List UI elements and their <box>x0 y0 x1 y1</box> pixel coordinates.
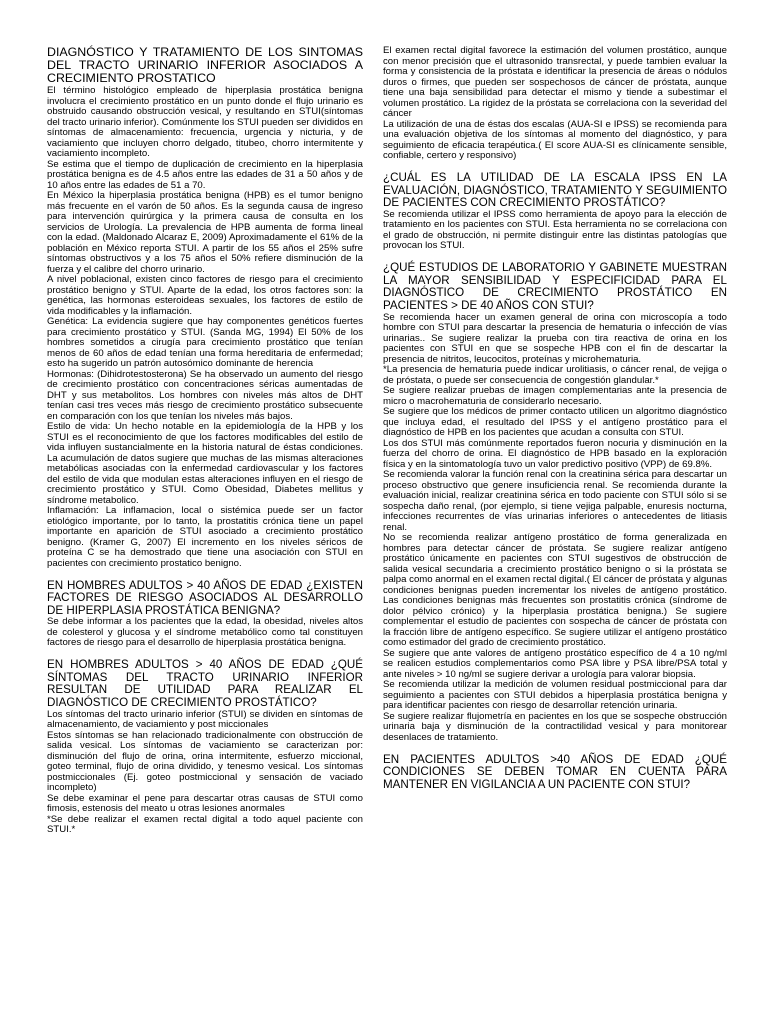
answer-paragraph-4d: Se sugiere que los médicos de primer contacto utilicen un algoritmo diagnóstico que incluya edad, el resultado del IPSS y el antígeno prostático para el diagnóstico de HPB en los pacientes que acudan a consulta con STUI. <box>383 406 727 439</box>
document-title: DIAGNÓSTICO Y TRATAMIENTO DE LOS SINTOMAS DEL TRACTO URINARIO INFERIOR ASOCIADOS A CRECIMIENTO PROSTATICO <box>47 45 363 85</box>
answer-paragraph-3: Se recomienda utilizar el IPSS como herramienta de apoyo para la elección de tratamiento en los pacientes con STUI. Esta herramienta no se correlaciona con el grado de obstrucción, ni permite distinguir entre las distintas patologías que provocan los STUI. <box>383 208 727 252</box>
answer-paragraph-4h: Se sugiere que ante valores de antígeno prostático específico de 4 a 10 ng/ml se realicen estudios complementarios como PSA libre y PSA libre/PSA total y ante niveles > 10 ng/ml se sugiere derivar a urología para valorar biopsia. <box>383 647 727 680</box>
answer-paragraph-2c: Se debe examinar el pene para descartar otras causas de STUI como fimosis, estenosis del meato u otras lesiones anormales <box>47 792 363 815</box>
risk-factors-paragraph: A nivel poblacional, existen cinco factores de riesgo para el crecimiento prostático benigno y STUI. Aparte de la edad, los otros factores son: la genética, las hormonas esteroideas sexuales, los factores de estilo de vida modificables y la inflamación. <box>47 274 363 317</box>
answer-paragraph-2a: Los síntomas del tracto urinario inferior (STUI) se dividen en síntomas de almacenamiento, de vaciamiento y post miccionales <box>47 708 363 731</box>
right-column <box>383 46 727 1024</box>
answer-paragraph-4f: Se recomienda valorar la función renal con la creatinina sérica para descartar un proceso obstructivo que genere insuficiencia renal. Se recomienda durante la evaluación inicial, realizar creatinina sérica en todo paciente con STUI sólo si se sospecha daño renal, (por ejemplo, si tiene vejiga palpable, enuresis nocturna, infecciones recurrentes de vías urinarias inferiores o antecedentes de litiasis renal. <box>383 469 727 533</box>
answer-paragraph-4g: No se recomienda realizar antígeno prostático de forma generalizada en hombres para detectar cáncer de próstata. Se sugiere realizar antígeno prostático únicamente en pacientes con STUI sugestivos de obstrucción de salida vesical secundaria a crecimiento prostático benigno o si la próstata se palpa como anormal en el examen rectal digital.( El cáncer de próstata y algunas condiciones benignas pueden incrementar los niveles de antígeno prostático. Las condiciones benignas más frecuentes son prostatitis crónica (síndrome de dolor pélvico crónico) y la hiperplasia prostática benigna.) Se sugiere complementar el estudio de pacientes con sospecha de cáncer de próstata con la fracción libre de antígeno específico. Se sugiere utilizar el antígeno prostático como estimador del grado de crecimiento prostático. <box>383 532 727 649</box>
answer-paragraph-4i: Se recomienda utilizar la medición de volumen residual postmiccional para dar seguimiento a pacientes con STUI debidos a hiperplasia prostática benigna y para identificar pacientes con riesgo de desarrollar retención urinaria. <box>383 679 727 712</box>
answer-paragraph-2b: Estos síntomas se han relacionado tradicionalmente con obstrucción de salida vesical. Los síntomas de vaciamiento se caracterizan por: disminución del flujo de orina, orina intermitente, esfuerzo miccional, goteo terminal, flujo de orina dividido, y tenesmo vesical. Los síntomas postmiccionales (Ej. goteo postmiccional y sensación de vaciado incompleto) <box>47 729 363 794</box>
answer-paragraph-4c: Se sugiere realizar pruebas de imagen complementarias ante la presencia de micro o macrohematuria de considerarlo necesario. <box>383 385 727 407</box>
hormones-paragraph: Hormonas: (Dihidrotestosterona) Se ha observado un aumento del riesgo de crecimiento prostático con concentraciones séricas aumentadas de DHT y sus metabolitos. Los hombres con niveles más altos de DHT tenían casi tres veces más riesgo de crecimiento prostático subsecuente en comparación con los que tenían los niveles más bajos. <box>47 368 363 422</box>
mexico-paragraph: En México la hiperplasia prostática benigna (HPB) es el tumor benigno más frecuente en el varón de 50 años. Es la segunda causa de ingreso para intervención quirúrgica y la primera causa de consulta en los servicios de Urología. La prevalencia de HPB aumenta de forma lineal con la edad. (Maldonado Alcaraz E, 2009) Aproximadamente el 61% de la población en México reporta STUI. A partir de los 55 años el 25% sufre síntomas obstructivos y a los 75 años el 50% refiere disminución de la fuerza y el calibre del chorro urinario. <box>47 190 363 275</box>
scales-paragraph: La utilización de una de éstas dos escalas (AUA-SI e IPSS) se recomienda para una evaluación objetiva de los síntomas al momento del diagnóstico, y para seguimiento de eficacia terapéutica.( El score AUA-SI es clínicamente sensible, confiable, certero y responsivo) <box>383 118 727 161</box>
answer-paragraph-1: Se debe informar a los pacientes que la edad, la obesidad, niveles altos de colesterol y glucosa y el síndrome metabólico como tal constituyen factores de riesgo para el desarrollo de hiperplasia prostática benigna. <box>47 616 363 649</box>
question-heading-2: EN HOMBRES ADULTOS > 40 AÑOS DE EDAD ¿QUÉ SÍNTOMAS DEL TRACTO URINARIO INFERIOR RESULTAN DE UTILIDAD PARA REALIZAR EL DIAGNÓSTICO DE CRECIMIENTO PROSTÁTICO? <box>47 658 363 710</box>
question-heading-1: EN HOMBRES ADULTOS > 40 AÑOS DE EDAD ¿EXISTEN FACTORES DE RIESGO ASOCIADOS AL DESARROLLO DE HIPERPLASIA PROSTÁTICA BENIGNA? <box>47 578 363 617</box>
left-column <box>47 46 363 1024</box>
lifestyle-paragraph: Estilo de vida: Un hecho notable en la epidemiología de la HPB y los STUI es el reconocimiento de que los factores modificables del estilo de vida influyen sustancialmente en la historia natural de éstas condiciones. La acumulación de datos sugiere que muchas de las mismas alteraciones metabólicas asociadas con la enfermedad cardiovascular y los factores del estilo de vida que modulan estas alteraciones influyen en el riesgo de crecimiento prostático y STUI. Como Obesidad, Diabetes mellitus y síndrome metabolico. <box>47 421 363 506</box>
question-heading-4: ¿QUÉ ESTUDIOS DE LABORATORIO Y GABINETE MUESTRAN LA MAYOR SENSIBILIDAD Y ESPECIFICIDAD PARA EL DIAGNÓSTICO DE CRECIMIENTO PROSTÁTICO EN PACIENTES > DE 40 AÑOS CON STUI? <box>383 261 727 313</box>
answer-paragraph-4a: Se recomienda hacer un examen general de orina con microscopía a todo hombre con STUI para descartar la presencia de hematuria o infección de vías urinarias.. Se sugiere realizar la prueba con tira reactiva de orina en los pacientes con STUI en que se sospeche HPB con el fin de descartar la presencia de nitritos, leucocitos, proteínas y microhematuria. <box>383 311 727 365</box>
answer-paragraph-4j: Se sugiere realizar flujometría en pacientes en los que se sospeche obstrucción urinaria baja y disminución de la contractilidad vesical y para monitorear desenlaces de tratamiento. <box>383 710 727 743</box>
inflammation-paragraph: Inflamación: La inflamacion, local o sistémica puede ser un factor etiológico importante, por lo tanto, la prostatitis crónica tiene un papel importante en aparición de STUI asociado a crecimiento prostático benigno. (Kramer G, 2007) El incremento en los niveles séricos de proteína C se ha demostrado que tiene una asociación con STUI en pacientes con crecimiento prostatico benigno. <box>47 505 363 569</box>
question-heading-3: ¿CUÁL ES LA UTILIDAD DE LA ESCALA IPSS EN LA EVALUACIÓN, DIAGNÓSTICO, TRATAMIENTO Y SEGUIMIENTO DE PACIENTES CON CRECIMIENTO PROSTÁTICO? <box>383 171 727 210</box>
answer-paragraph-4e: Los dos STUI más comúnmente reportados fueron nocuria y disminución en la fuerza del chorro de orina. El diagnóstico de HPB basado en la exploración física y en la sintomatología tuvo un valor predictivo positivo (VPP) de 69.8%. <box>383 437 727 470</box>
genetics-paragraph: Genética: La evidencia sugiere que hay componentes genéticos fuertes para crecimiento prostático y STUI. (Sanda MG, 1994) El 50% de los hombres sometidos a cirugía para crecimiento prostático que tenían menos de 60 años de edad tenían una forma hereditaria de enfermedad; esto ha sugerido un patrón autosómico dominante de herencia <box>47 316 363 369</box>
answer-paragraph-4b: *La presencia de hematuria puede indicar urolitiasis, o cáncer renal, de vejiga o de próstata, o puede ser consecuencia de congestión glandular.* <box>383 364 727 386</box>
answer-paragraph-2d: *Se debe realizar el examen rectal digital a todo aquel paciente con STUI.* <box>47 813 363 836</box>
question-heading-5: EN PACIENTES ADULTOS >40 AÑOS DE EDAD ¿QUÉ CONDICIONES SE DEBEN TOMAR EN CUENTA PARA MANTENER EN VIGILANCIA A UN PACIENTE CON STUI? <box>383 752 727 791</box>
rectal-exam-paragraph: El examen rectal digital favorece la estimación del volumen prostático, aunque con menor precisión que el ultrasonido transrectal, y puede tambien evaluar la forma y consistencia de la próstata e identificar la presencia de áreas o nódulos duros o firmes, que pueden ser sospechosos de cáncer de próstata, aunque tiene una baja sensibilidad para detectar el mismo y tiende a subestimar el volumen prostático. La rigidez de la próstata se correlaciona con la severidad del cáncer <box>383 45 727 119</box>
duplication-paragraph: Se estima que el tiempo de duplicación de crecimiento en la hiperplasia prostática benigna es de 4.5 años entre las edades de 31 a 50 años y de 10 años entre las edades de 51 a 70. <box>47 158 363 191</box>
intro-paragraph: El término histológico empleado de hiperplasia prostática benigna involucra el crecimiento prostático en un punto donde el flujo urinario es obstruido causando obstrucción vesical, y resultando en STUI(síntomas del tracto urinario inferior). Comúnmente los STUI pueden ser divididos en síntomas de almacenamiento: frecuencia, urgencia y nicturia, y de vaciamiento que incluyen chorro delgado, titubeo, chorro intermitente y vaciamiento incompleto. <box>47 85 363 159</box>
